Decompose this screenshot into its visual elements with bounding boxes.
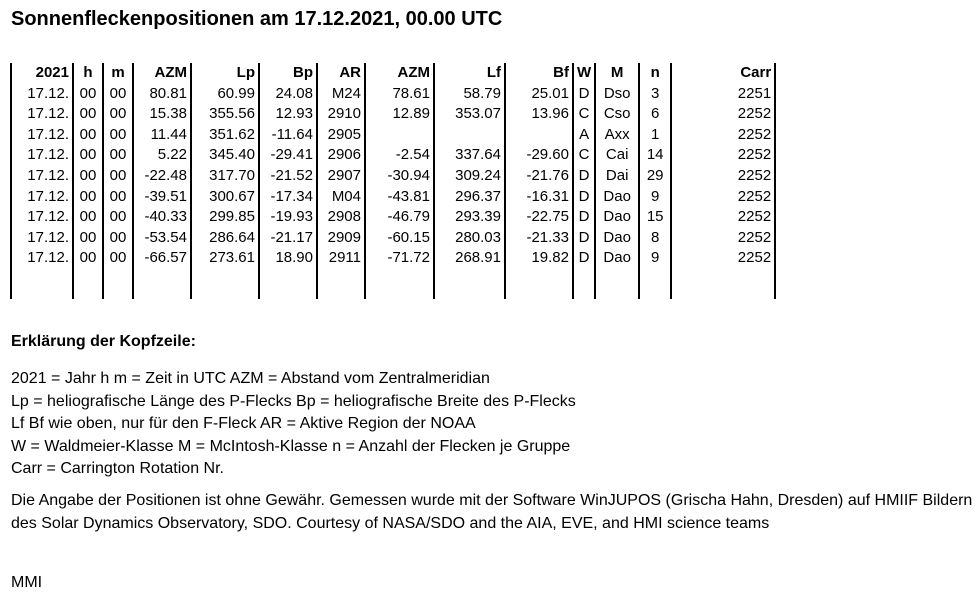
cell-lp: 286.64 [191,228,259,249]
cell-lp: 60.99 [191,84,259,105]
cell-bp: 18.90 [259,248,317,269]
cell-ar: 2909 [317,228,365,249]
cell-lf: 296.37 [434,187,505,208]
cell-count: 3 [639,84,671,105]
cell-carrington: 2252 [671,166,775,187]
cell-hour: 00 [73,228,103,249]
cell-azm-f: -2.54 [365,145,434,166]
cell-carrington: 2252 [671,248,775,269]
cell-ar: 2907 [317,166,365,187]
cell-date: 17.12. [11,84,73,105]
cell-mcintosh: Dao [595,228,639,249]
cell-azm-p: 15.38 [133,104,191,125]
cell-date: 17.12. [11,248,73,269]
header-ar: AR [317,63,365,84]
cell-ar: M04 [317,187,365,208]
cell-lf: 293.39 [434,207,505,228]
cell-bp: 24.08 [259,84,317,105]
header-carrington: Carr [671,63,775,84]
cell-azm-p: -40.33 [133,207,191,228]
filler-cell [11,269,73,299]
explanation-line: Carr = Carrington Rotation Nr. [11,460,224,478]
table-row [11,84,775,105]
cell-lf: 309.24 [434,166,505,187]
cell-ar: 2908 [317,207,365,228]
cell-mcintosh: Axx [595,125,639,146]
cell-hour: 00 [73,187,103,208]
header-azm-p: AZM [133,63,191,84]
sunspot-table [10,63,776,299]
cell-carrington: 2252 [671,207,775,228]
header-lp: Lp [191,63,259,84]
cell-bp: -21.17 [259,228,317,249]
cell-ar: 2910 [317,104,365,125]
header-year: 2021 [11,63,73,84]
cell-hour: 00 [73,145,103,166]
cell-date: 17.12. [11,145,73,166]
cell-azm-f: -30.94 [365,166,434,187]
explanation-list [11,368,576,481]
cell-carrington: 2252 [671,104,775,125]
table-row [11,228,775,249]
cell-mcintosh: Dao [595,187,639,208]
cell-azm-f: -46.79 [365,207,434,228]
header-count: n [639,63,671,84]
cell-carrington: 2252 [671,125,775,146]
table-row [11,187,775,208]
cell-ar: 2911 [317,248,365,269]
cell-lp: 351.62 [191,125,259,146]
cell-carrington: 2252 [671,145,775,166]
cell-mcintosh: Dai [595,166,639,187]
cell-azm-p: -53.54 [133,228,191,249]
cell-count: 9 [639,248,671,269]
header-azm-f: AZM [365,63,434,84]
cell-bf [505,125,573,146]
cell-waldmeier: D [573,207,595,228]
cell-waldmeier: D [573,166,595,187]
filler-cell [505,269,573,299]
header-bp: Bp [259,63,317,84]
cell-ar: 2905 [317,125,365,146]
cell-carrington: 2252 [671,187,775,208]
cell-lp: 355.56 [191,104,259,125]
cell-lf: 268.91 [434,248,505,269]
cell-count: 14 [639,145,671,166]
cell-bf: -29.60 [505,145,573,166]
explanation-line: 2021 = Jahr h m = Zeit in UTC AZM = Abstand vom Zentralmeridian [11,370,490,387]
header-waldmeier: W [573,63,595,84]
cell-azm-f: -60.15 [365,228,434,249]
cell-bf: -22.75 [505,207,573,228]
header-hour: h [73,63,103,84]
cell-azm-f: 12.89 [365,104,434,125]
cell-bf: 25.01 [505,84,573,105]
cell-count: 8 [639,228,671,249]
cell-bf: 19.82 [505,248,573,269]
cell-bp: -17.34 [259,187,317,208]
cell-minute: 00 [103,145,133,166]
cell-bp: -19.93 [259,207,317,228]
cell-azm-f: 78.61 [365,84,434,105]
cell-minute: 00 [103,166,133,187]
explanation-line: W = Waldmeier-Klasse M = McIntosh-Klasse n = Anzahl der Flecken je Gruppe [11,437,571,455]
filler-cell [103,269,133,299]
cell-date: 17.12. [11,207,73,228]
table-row [11,104,775,125]
cell-azm-p: -22.48 [133,166,191,187]
disclaimer-text: Die Angabe der Positionen ist ohne Gewähr. Gemessen wurde mit der Software WinJUPOS (Grischa Hahn, Dresden) auf HMIIF Bildern des Solar Dynamics Observatory, SDO. Courtesy of NASA/SDO and the AIA, EVE, and HMI science teams [11,492,973,532]
cell-mcintosh: Dao [595,248,639,269]
cell-waldmeier: C [573,104,595,125]
table-row [11,125,775,146]
cell-date: 17.12. [11,125,73,146]
cell-count: 9 [639,187,671,208]
cell-bp: -21.52 [259,166,317,187]
cell-bp: -11.64 [259,125,317,146]
cell-bf: 13.96 [505,104,573,125]
explanation-heading: Erklärung der Kopfzeile: [11,333,196,350]
filler-cell [259,269,317,299]
cell-waldmeier: D [573,228,595,249]
table-header-row [11,63,775,84]
filler-cell [573,269,595,299]
cell-count: 1 [639,125,671,146]
table-row [11,145,775,166]
cell-lf: 337.64 [434,145,505,166]
cell-azm-p: 5.22 [133,145,191,166]
cell-bf: -21.33 [505,228,573,249]
cell-ar: M24 [317,84,365,105]
cell-minute: 00 [103,248,133,269]
cell-azm-f: -43.81 [365,187,434,208]
sunspot-table-container [10,63,776,299]
cell-hour: 00 [73,207,103,228]
cell-date: 17.12. [11,187,73,208]
cell-mcintosh: Dao [595,207,639,228]
cell-bf: -16.31 [505,187,573,208]
cell-hour: 00 [73,104,103,125]
cell-count: 6 [639,104,671,125]
cell-waldmeier: D [573,84,595,105]
cell-azm-f [365,125,434,146]
cell-lf: 58.79 [434,84,505,105]
cell-minute: 00 [103,187,133,208]
table-row [11,207,775,228]
filler-cell [133,269,191,299]
cell-mcintosh: Cai [595,145,639,166]
cell-lp: 273.61 [191,248,259,269]
cell-minute: 00 [103,104,133,125]
cell-mcintosh: Cso [595,104,639,125]
table-row [11,166,775,187]
cell-lp: 300.67 [191,187,259,208]
cell-minute: 00 [103,228,133,249]
filler-cell [639,269,671,299]
cell-minute: 00 [103,84,133,105]
cell-hour: 00 [73,166,103,187]
cell-lp: 299.85 [191,207,259,228]
cell-minute: 00 [103,207,133,228]
cell-date: 17.12. [11,104,73,125]
cell-date: 17.12. [11,166,73,187]
cell-lf [434,125,505,146]
cell-azm-p: 80.81 [133,84,191,105]
filler-cell [317,269,365,299]
cell-azm-p: -66.57 [133,248,191,269]
cell-hour: 00 [73,84,103,105]
cell-waldmeier: A [573,125,595,146]
cell-waldmeier: C [573,145,595,166]
cell-mcintosh: Dso [595,84,639,105]
cell-minute: 00 [103,125,133,146]
cell-bp: 12.93 [259,104,317,125]
cell-lf: 280.03 [434,228,505,249]
cell-ar: 2906 [317,145,365,166]
cell-lf: 353.07 [434,104,505,125]
cell-count: 15 [639,207,671,228]
filler-cell [671,269,775,299]
cell-lp: 317.70 [191,166,259,187]
header-bf: Bf [505,63,573,84]
cell-azm-p: -39.51 [133,187,191,208]
filler-cell [191,269,259,299]
cell-waldmeier: D [573,248,595,269]
explanation-line: Lf Bf wie oben, nur für den F-Fleck AR = Aktive Region der NOAA [11,415,476,433]
cell-hour: 00 [73,248,103,269]
filler-cell [365,269,434,299]
filler-cell [595,269,639,299]
explanation-line: Lp = heliografische Länge des P-Flecks Bp = heliografische Breite des P-Flecks [11,392,576,410]
page-title: Sonnenfleckenpositionen am 17.12.2021, 00.00 UTC [11,8,503,30]
cell-count: 29 [639,166,671,187]
table-row [11,248,775,269]
cell-carrington: 2252 [671,228,775,249]
cell-waldmeier: D [573,187,595,208]
filler-cell [73,269,103,299]
cell-azm-f: -71.72 [365,248,434,269]
cell-lp: 345.40 [191,145,259,166]
cell-azm-p: 11.44 [133,125,191,146]
table-body [11,84,775,299]
signature: MMI [11,574,43,591]
header-mcintosh: M [595,63,639,84]
cell-bf: -21.76 [505,166,573,187]
cell-bp: -29.41 [259,145,317,166]
header-lf: Lf [434,63,505,84]
cell-carrington: 2251 [671,84,775,105]
cell-date: 17.12. [11,228,73,249]
header-minute: m [103,63,133,84]
table-filler-row [11,269,775,299]
filler-cell [434,269,505,299]
cell-hour: 00 [73,125,103,146]
